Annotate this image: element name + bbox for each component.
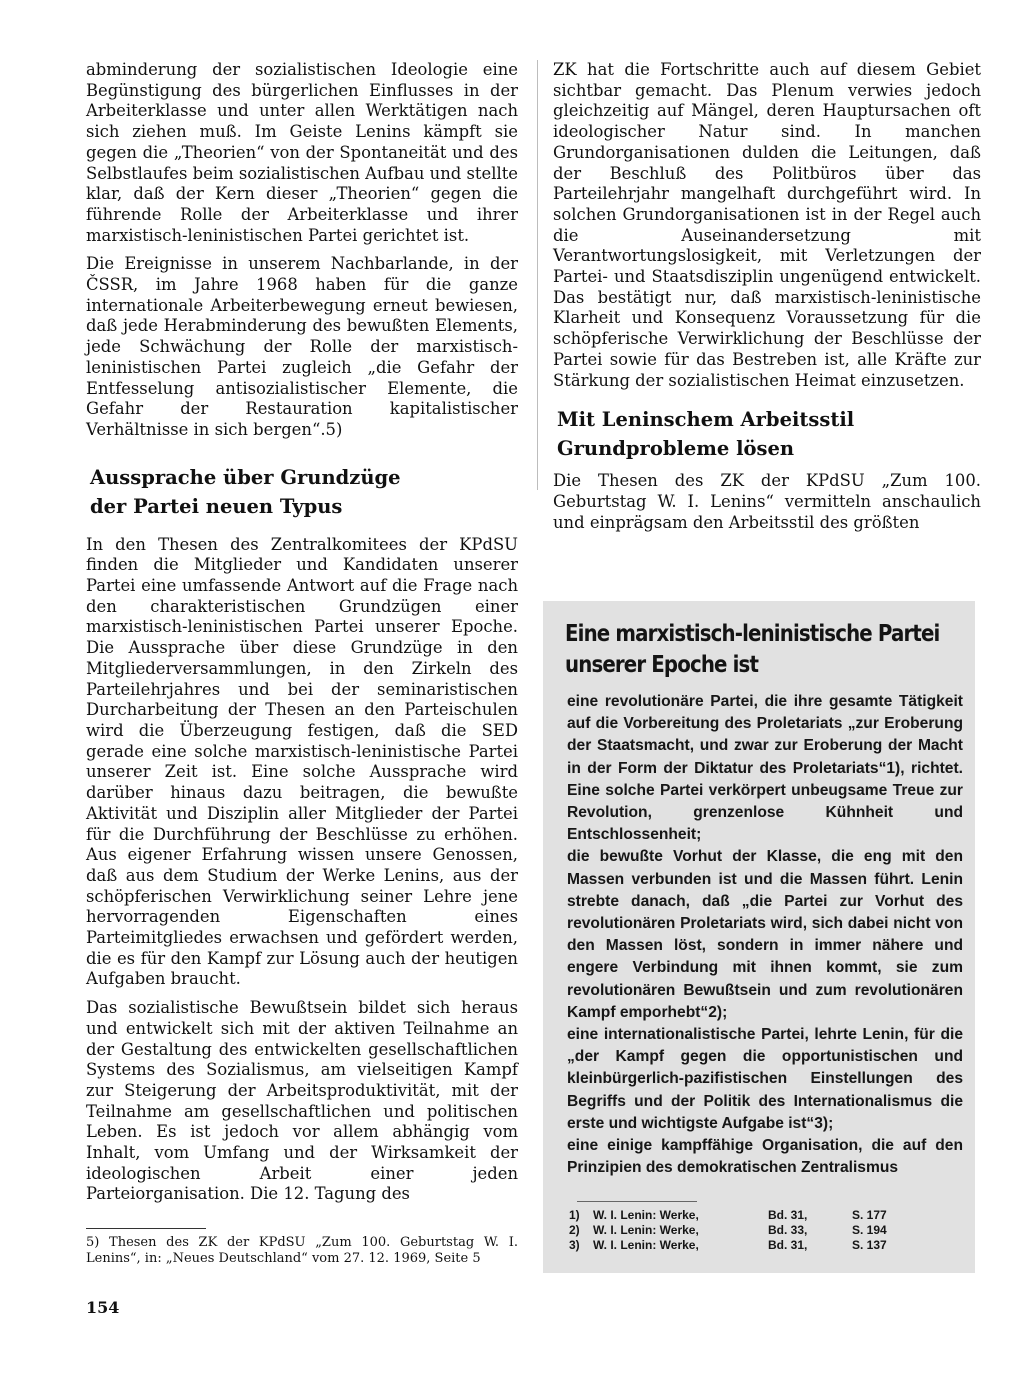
footnote: 5) Thesen des ZK der KPdSU „Zum 100. Geburtstag W. I. Lenins“, in: „Neues Deutschland“ vom 27. 12. 1969, Seite 5 [86,1235,518,1266]
footnote-page: S. 177 [852,1208,887,1223]
right-column [553,60,981,541]
info-box [543,601,975,1273]
footnote-ref: 1) [569,1208,580,1223]
body-paragraph: ZK hat die Fortschritte auch auf diesem Gebiet sichtbar gemacht. Das Plenum verwies jedoch gleichzeitig auf Mängel, deren Hauptursachen oft ideologischer Natur sind. In manchen Grundorganisationen dulden die Leitungen, daß der Beschluß des Politbüros über das Parteilehrjahr mangelhaft durchgeführt wird. In solchen Grundorganisationen ist in der Regel auch die Auseinandersetzung mit Verantwortungslosigkeit, mit Verletzungen der Partei- und Staatsdisziplin ungenügend entwickelt. Das bestätigt nur, daß marxistisch-leninistische Klarheit und Konsequenz Voraussetzung für die schöpferische Verwirklichung der Beschlüsse der Partei sowie für das Bestreben ist, alle Kräfte zur Stärkung der sozialistischen Heimat einzusetzen. [553,60,981,390]
footnote-page: S. 137 [852,1238,887,1253]
section-heading [90,463,518,521]
info-box-item: die bewußte Vorhut der Klasse, die eng mit den Massen verbunden ist und die Massen führt. Lenin strebte danach, daß „die Partei zur Vorhut des revolutionären Proletariats wird, sich dabei nicht von den Massen löst, sondern in immer nähere und engere Verbindung mit ihnen kommt, sie zum revolutionären Bewußtsein und zum revolutionären Kampf emporhebt“2); [567,848,963,1021]
footnote-divider [86,1228,206,1229]
body-paragraph: Das sozialistische Bewußtsein bildet sich heraus und entwickelt sich mit der aktiven Teilnahme an der Gestaltung des entwickelten gesellschaftlichen Systems des Sozialismus, am vielseitigen Kampf zur Steigerung der Arbeitsproduktivität, mit der Teilnahme am gesellschaftlichen und politischen Leben. Es ist jedoch vor allem abhängig vom Inhalt, vom Umfang und der Wirksamkeit der ideologischen Arbeit einer jeden Parteiorganisation. Die 12. Tagung des [86,998,518,1204]
column-divider [537,60,538,490]
info-box-item: eine internationalistische Partei, lehrte Lenin, für die „der Kampf gegen die opportunistischen und kleinbürgerlich-pazifistischen Einstellungen des Begriffs und der Politik des Internationalismus die erste und wichtigste Aufgabe ist“3); [567,1026,963,1132]
info-box-item: eine revolutionäre Partei, die ihre gesamte Tätigkeit auf die Vorbereitung des Proletariats „zur Eroberung der Staatsmacht, und zwar zur Eroberung der Macht in der Form der Diktatur des Proletariats“1), richtet. Eine solche Partei verkörpert unbeugsame Treue zur Revolution, grenzenlose Kühnheit und Entschlossenheit; [567,693,963,844]
section-heading-line: der Partei neuen Typus [90,494,343,518]
info-box-item: eine einige kampffähige Organisation, die auf den Prinzipien des demokratischen Zentralismus [567,1137,963,1177]
footnote-work: W. I. Lenin: Werke, [593,1238,699,1253]
section-heading-line: Mit Leninschem Arbeitsstil [557,408,855,432]
body-paragraph: In den Thesen des Zentralkomitees der KPdSU finden die Mitglieder und Kandidaten unserer Partei eine umfassende Antwort auf die Frage nach den charakteristischen Grundzügen einer marxistisch-leninistischen Partei unserer Epoche. Die Aussprache über diese Grundzüge in den Mitgliederversammlungen, in den Zirkeln des Parteilehrjahres und bei der seminaristischen Durcharbeitung der Thesen an den Parteischulen wird die Überzeugung festigen, daß die SED gerade eine solche marxistisch-leninistische Partei unserer Zeit ist. Eine solche Aussprache wird darüber hinaus dazu beitragen, die bewußte Aktivität und Disziplin aller Mitglieder der Partei für die Durchführung der Beschlüsse zu erhöhen. Aus eigener Erfahrung wissen unsere Genossen, daß aus dem Studium der Werke Lenins, aus der schöpferischen Verwirklichung seiner Lehre jene hervorragenden Eigenschaften eines Parteimitgliedes erwachsen und gefördert werden, die es für den Kampf zur Lösung auch der heutigen Aufgaben braucht. [86,534,518,989]
footnote-ref: 3) [569,1238,580,1253]
section-heading-line: Aussprache über Grundzüge [90,465,401,489]
footnote-volume: Bd. 33, [768,1223,808,1238]
footnote-volume: Bd. 31, [768,1238,808,1253]
footnote-work: W. I. Lenin: Werke, [593,1208,699,1223]
info-box-footnote [569,1223,963,1238]
footnote-work: W. I. Lenin: Werke, [593,1223,699,1238]
page-number: 154 [86,1298,120,1317]
left-column [86,60,518,1213]
body-paragraph: Die Ereignisse in unserem Nachbarlande, in der ČSSR, im Jahre 1968 haben für die ganze internationale Arbeiterbewegung erneut bewiesen, daß jede Herabminderung des bewußten Elements, jede Schwächung der Rolle der marxistisch-leninistischen Partei zugleich „die Gefahr der Entfesselung antisozialistischer Elemente, die Gefahr der Restauration kapitalistischer Verhältnisse in sich bergen“.5) [86,254,518,439]
info-box-body [567,691,963,1179]
info-box-footnote-divider [577,1201,697,1202]
info-box-footnote [569,1238,963,1253]
info-box-footnotes [569,1201,963,1253]
info-box-title [565,619,940,681]
footnote-page: S. 194 [852,1223,887,1238]
info-box-title-line: Eine marxistisch-leninistische Partei [565,621,940,647]
section-heading-line: Grundprobleme lösen [557,437,795,461]
body-paragraph: Die Thesen des ZK der KPdSU „Zum 100. Geburtstag W. I. Lenins“ vermitteln anschaulich und einprägsam den Arbeitsstil des größten [553,471,981,532]
footnote-ref: 2) [569,1223,580,1238]
footnote-volume: Bd. 31, [768,1208,808,1223]
body-paragraph: abminderung der sozialistischen Ideologie eine Begünstigung des bürgerlichen Einflusses in der Arbeiterklasse und unter allen Werktätigen nach sich ziehen muß. Im Geiste Lenins kämpft sie gegen die „Theorien“ von der Spontaneität und des Selbstlaufes beim sozialistischen Aufbau und stellte klar, daß der Kern dieser „Theorien“ gegen die führende Rolle der Arbeiterklasse und ihrer marxistisch-leninistischen Partei gerichtet ist. [86,60,518,245]
section-heading [557,405,981,463]
info-box-title-line: unserer Epoche ist [565,652,759,678]
info-box-footnote [569,1208,963,1223]
